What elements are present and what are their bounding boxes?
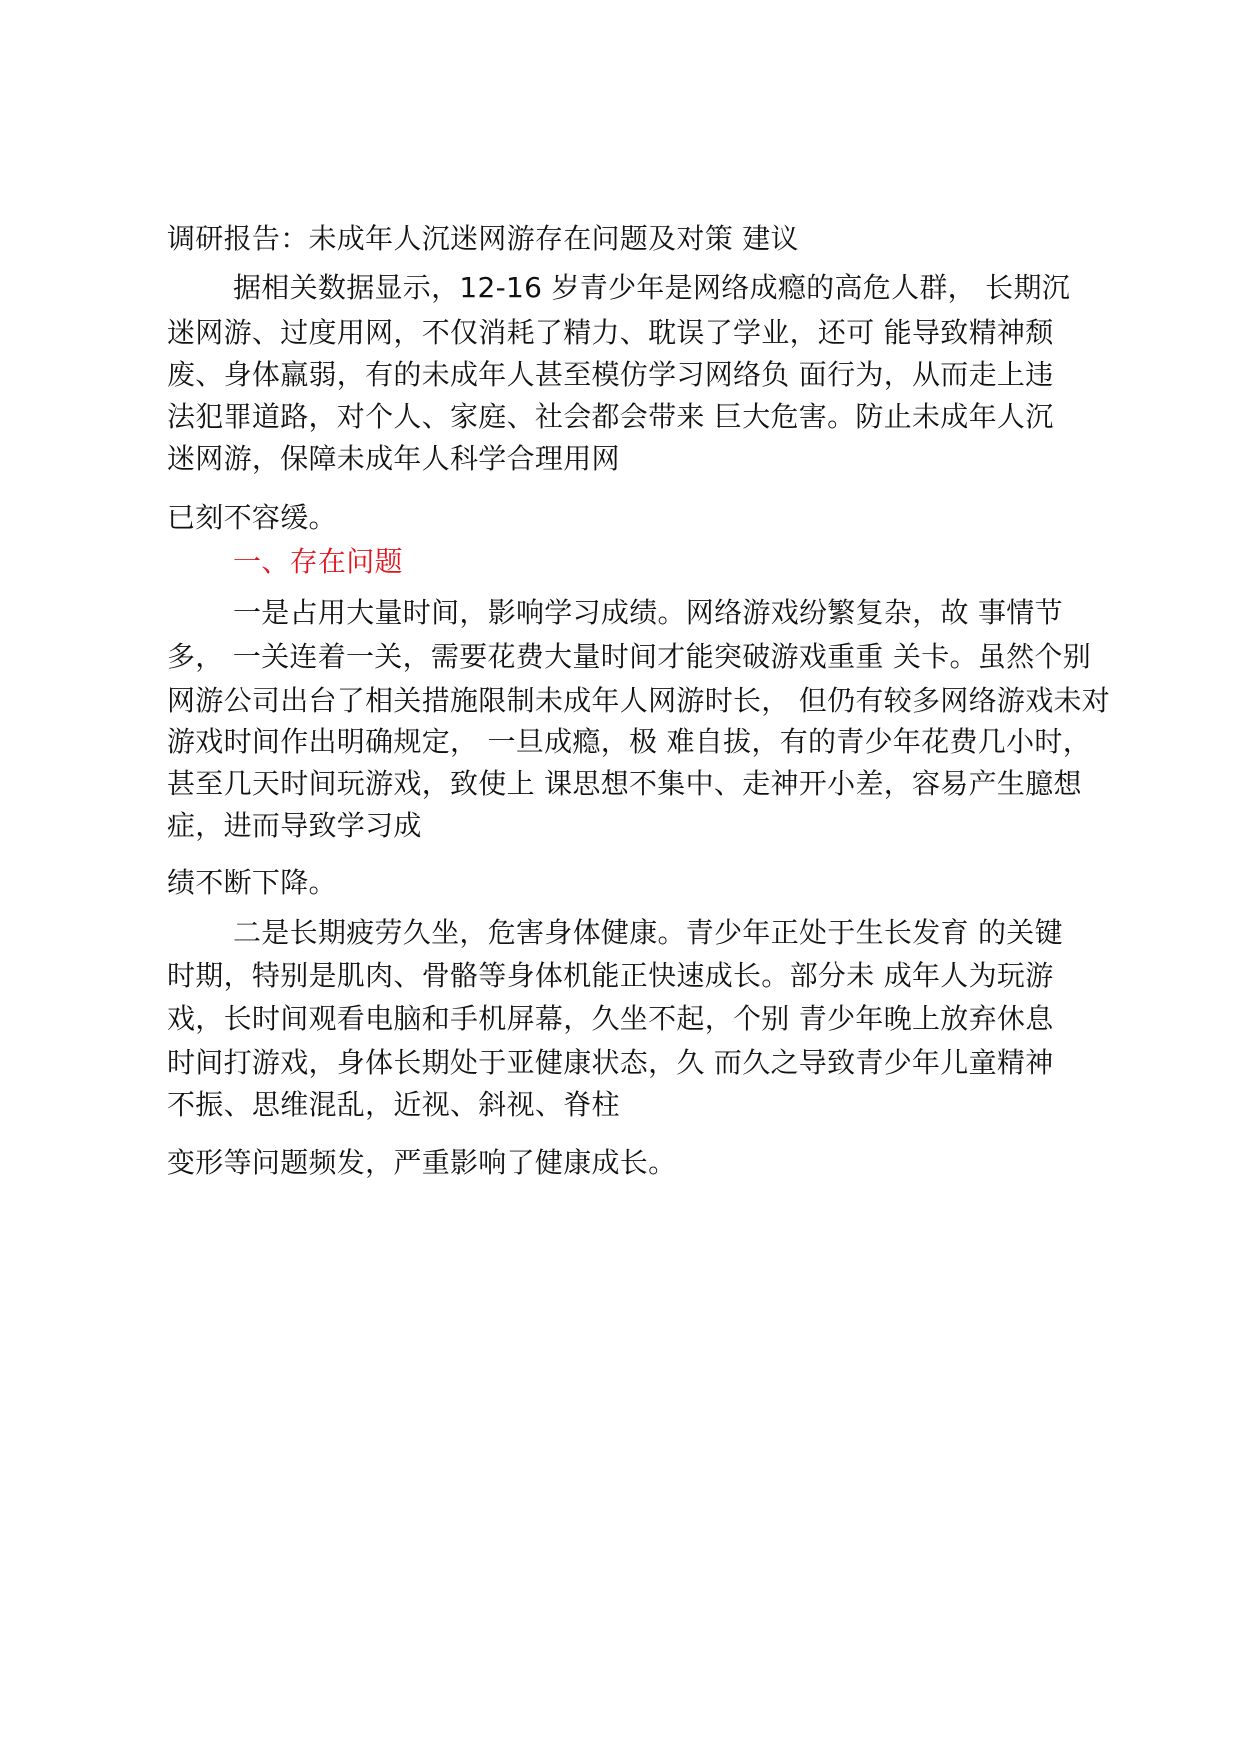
document-title: 调研报告：未成年人沉迷网游存在问题及对策 建议 — [167, 222, 799, 255]
intro-line-4: 法犯罪道路，对个人、家庭、社会都会带来 巨大危害。防止未成年人沉 — [167, 400, 1054, 433]
point-two-line-3: 戏，长时间观看电脑和手机屏幕，久坐不起，个别 青少年晚上放弃休息 — [167, 1002, 1054, 1035]
point-one-line-1: 一是占用大量时间，影响学习成绩。网络游戏纷繁复杂，故 事情节 — [233, 596, 1063, 629]
point-one-line-2: 多， 一关连着一关，需要花费大量时间才能突破游戏重重 关卡。虽然个别 — [167, 640, 1092, 673]
point-one-line-5: 甚至几天时间玩游戏，致使上 课思想不集中、走神开小差，容易产生臆想 — [167, 767, 1082, 800]
point-two-line-2: 时期，特别是肌肉、骨骼等身体机能正快速成长。部分未 成年人为玩游 — [167, 959, 1054, 992]
intro-line-1: 据相关数据显示，12-16 岁青少年是网络成瘾的高危人群， 长期沉 — [233, 271, 1071, 304]
point-two-line-6: 变形等问题频发，严重影响了健康成长。 — [167, 1146, 677, 1179]
intro-line-5: 迷网游，保障未成年人科学合理用网 — [167, 442, 620, 475]
point-one-line-4: 游戏时间作出明确规定， 一旦成瘾，极 难自拔，有的青少年花费几小时， — [167, 725, 1092, 758]
point-one-line-7: 绩不断下降。 — [167, 866, 337, 899]
intro-line-2: 迷网游、过度用网，不仅消耗了精力、耽误了学业，还可 能导致精神颓 — [167, 316, 1054, 349]
point-one-line-3: 网游公司出台了相关措施限制未成年人网游时长， 但仍有较多网络游戏未对 — [167, 684, 1111, 717]
point-two-line-1: 二是长期疲劳久坐，危害身体健康。青少年正处于生长发育 的关键 — [233, 916, 1063, 949]
intro-line-6: 已刻不容缓。 — [167, 501, 337, 534]
point-two-line-5: 不振、思维混乱，近视、斜视、脊柱 — [167, 1088, 620, 1121]
point-one-line-6: 症，进而导致学习成 — [167, 809, 422, 842]
intro-line-3: 废、身体羸弱，有的未成年人甚至模仿学习网络负 面行为，从而走上违 — [167, 358, 1054, 391]
point-two-line-4: 时间打游戏，身体长期处于亚健康状态，久 而久之导致青少年儿童精神 — [167, 1046, 1054, 1079]
section-heading: 一、存在问题 — [233, 545, 403, 578]
